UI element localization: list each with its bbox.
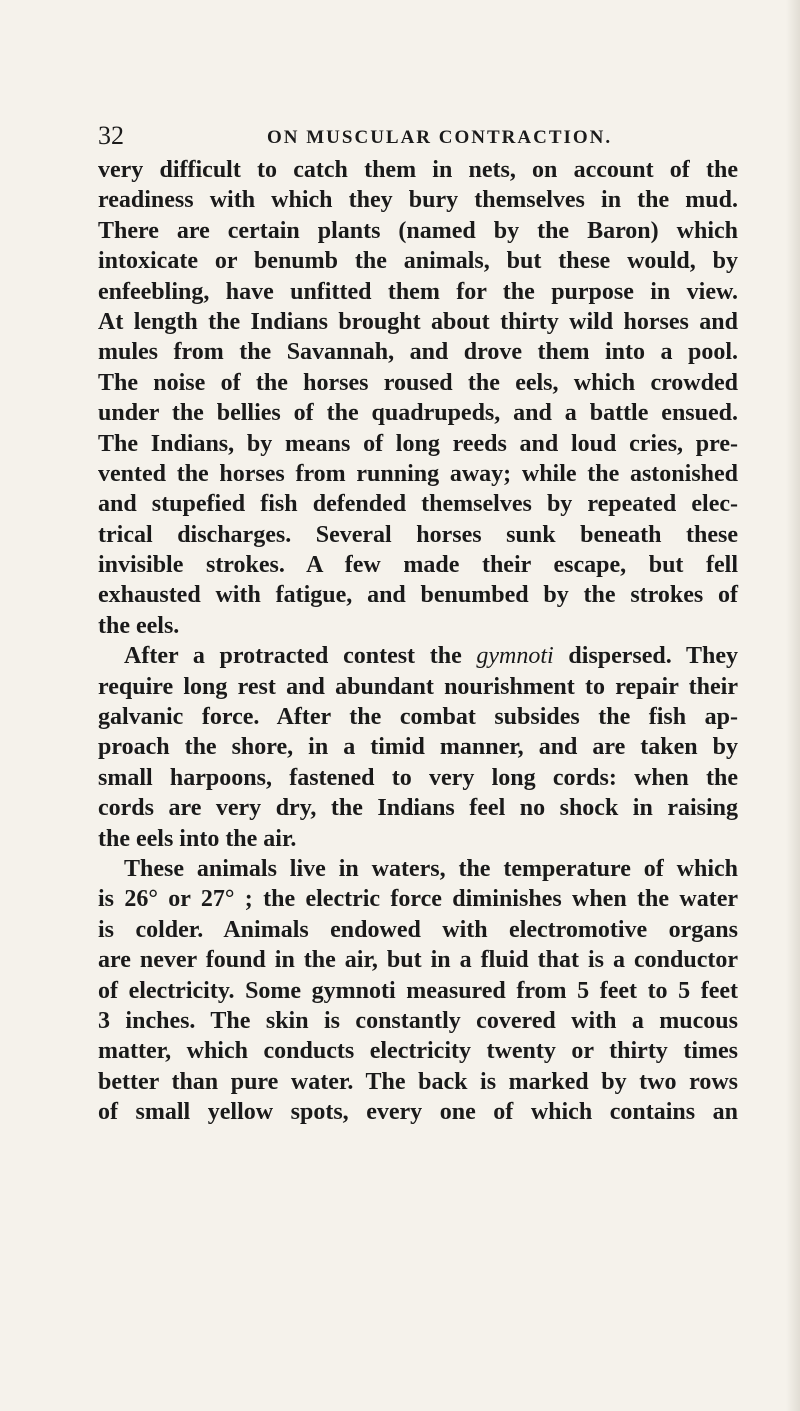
text-line: enfeebling, have unfitted them for the purpose in view.: [98, 278, 738, 305]
text-line: intoxicate or benumb the animals, but these would, by: [98, 248, 738, 275]
text-segment: dispersed. They: [568, 643, 739, 670]
text-line: of electricity. Some gymnoti measured from 5 feet to 5 feet: [98, 977, 738, 1004]
text-line: cords are very dry, the Indians feel no shock in raising: [98, 795, 738, 822]
text-line: of small yellow spots, every one of which contains an: [98, 1099, 738, 1126]
text-line: is colder. Animals endowed with electromotive organs: [98, 916, 738, 943]
text-line: readiness with which they bury themselves in the mud.: [98, 187, 738, 214]
page-edge-shadow: [786, 0, 800, 1411]
text-line: 3 inches. The skin is constantly covered with a mucous: [98, 1007, 738, 1034]
running-head: ON MUSCULAR CONTRACTION.: [267, 127, 613, 148]
text-line: galvanic force. After the combat subsides the fish ap-: [98, 704, 738, 731]
text-line: exhausted with fatigue, and benumbed by the strokes of: [98, 582, 738, 609]
text-line: The noise of the horses roused the eels, which crowded: [98, 369, 738, 396]
text-line: the eels into the air.: [98, 825, 297, 852]
text-line: is 26° or 27° ; the electric force diminishes when the water: [98, 886, 738, 913]
text-line: small harpoons, fastened to very long cords: when the: [98, 764, 738, 791]
text-line: mules from the Savannah, and drove them into a pool.: [98, 339, 738, 366]
text-line: invisible strokes. A few made their escape, but fell: [98, 552, 738, 579]
text-segment: After a protracted contest the: [124, 643, 462, 670]
body-text: [98, 155, 738, 1128]
text-line: trical discharges. Several horses sunk beneath these: [98, 521, 738, 548]
text-line: the eels.: [98, 612, 180, 639]
text-line: vented the horses from running away; while the astonished: [98, 460, 738, 487]
text-line-with-italic: [98, 641, 738, 671]
text-line: require long rest and abundant nourishment to repair their: [98, 673, 738, 700]
page-header: [98, 121, 708, 151]
text-line: matter, which conducts electricity twenty or thirty times: [98, 1038, 738, 1065]
text-line: The Indians, by means of long reeds and loud cries, pre-: [98, 430, 738, 457]
text-line: and stupefied fish defended themselves by repeated elec-: [98, 491, 738, 518]
italic-term: gymnoti: [476, 643, 554, 670]
text-line: better than pure water. The back is marked by two rows: [98, 1068, 738, 1095]
text-line: under the bellies of the quadrupeds, and a battle ensued.: [98, 400, 738, 427]
text-line: These animals live in waters, the temperature of which: [124, 855, 738, 882]
page-number: 32: [98, 121, 124, 150]
text-line: very difficult to catch them in nets, on account of the: [98, 157, 738, 183]
text-line: There are certain plants (named by the Baron) which: [98, 217, 738, 244]
text-line: At length the Indians brought about thirty wild horses and: [98, 308, 738, 335]
text-line: are never found in the air, but in a fluid that is a conductor: [98, 947, 738, 974]
text-line: proach the shore, in a timid manner, and are taken by: [98, 734, 738, 761]
